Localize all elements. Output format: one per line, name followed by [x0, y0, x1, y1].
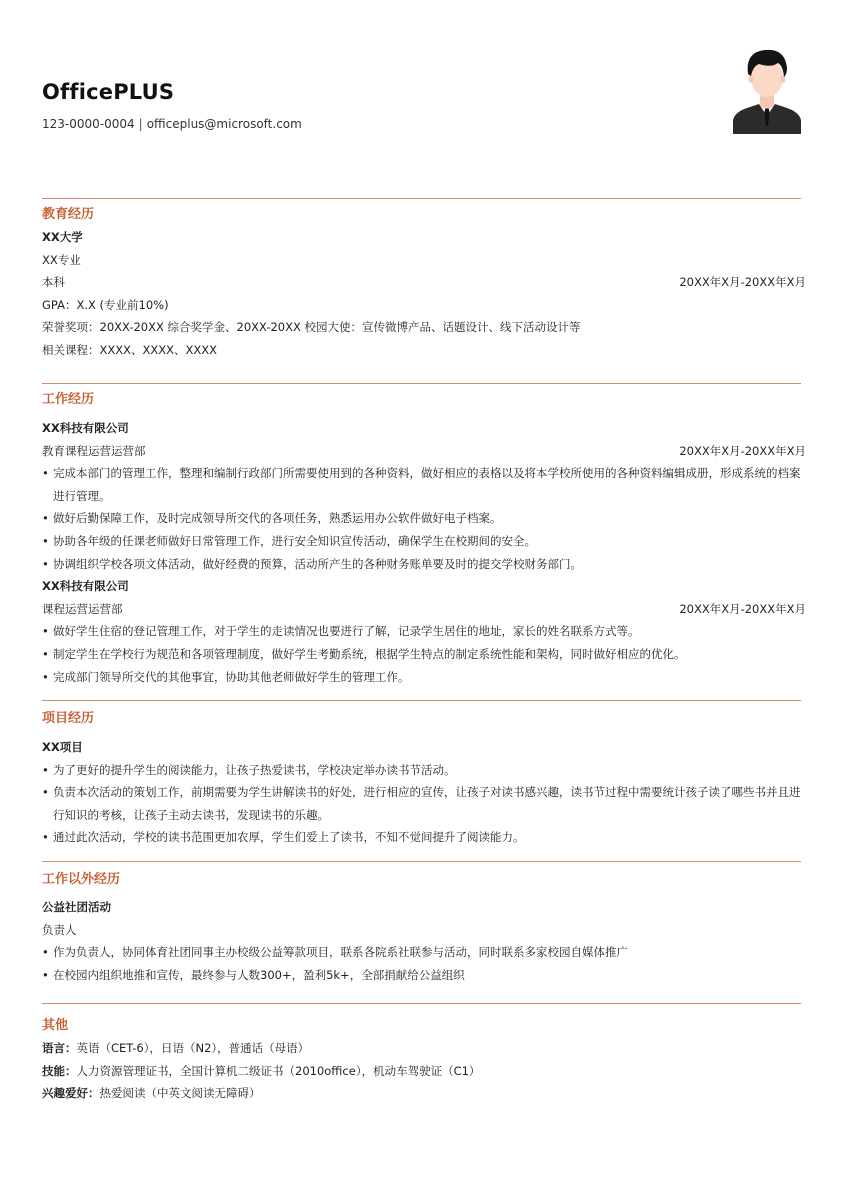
- education-date: 20XX年X月-20XX年X月: [679, 275, 806, 290]
- job-bullet: • 完成部门领导所交代的其他事宜，协助其他老师做好学生的管理工作。: [42, 666, 806, 689]
- contact-separator: |: [138, 117, 143, 131]
- phone-number: 123-0000-0004: [42, 117, 135, 131]
- hobby-value: 热爱阅读（中英文阅读无障碍）: [99, 1086, 261, 1101]
- major: XX专业: [42, 252, 81, 267]
- job-company: XX科技有限公司: [42, 421, 129, 435]
- project-title: 项目经历: [42, 711, 95, 726]
- avatar-icon: [733, 44, 801, 134]
- language-row: [42, 1037, 806, 1060]
- job-bullet: • 做好学生住宿的登记管理工作，对于学生的走读情况也要进行了解，记录学生居住的地址，家长的姓名联系方式等。: [42, 620, 806, 643]
- job-bullet: • 完成本部门的管理工作，整理和编制行政部门所需要使用到的各种资料，做好相应的表格以及将本学校所使用的各种资料编辑成册，形成系统的档案进行管理。: [42, 462, 806, 507]
- education-title: 教育经历: [42, 207, 95, 222]
- job-date: 20XX年X月-20XX年X月: [679, 601, 806, 616]
- job-bullet: • 协助各年级的任课老师做好日常管理工作，进行安全知识宣传活动，确保学生在校期间的安全。: [42, 530, 806, 553]
- work-title: 工作经历: [42, 392, 95, 407]
- project-divider: [42, 700, 801, 701]
- project-bullet: • 为了更好的提升学生的阅读能力，让孩子热爱读书，学校决定举办读书节活动。: [42, 759, 806, 782]
- activity-bullet: • 作为负责人，协同体育社团同事主办校级公益筹款项目，联系各院系社联参与活动，同时联系多家校园自媒体推广: [42, 941, 806, 964]
- activity-bullet: • 在校园内组织地推和宣传，最终参与人数300+，盈利5k+，全部捐献给公益组织: [42, 964, 806, 987]
- job-role: 教育课程运营运营部: [42, 443, 146, 458]
- other-section: [42, 1015, 806, 1105]
- project-bullet: • 通过此次活动，学校的读书范围更加农厚，学生们爱上了读书，不知不觉间提升了阅读能力。: [42, 826, 806, 849]
- job-bullet: • 制定学生在学校行为规范和各项管理制度，做好学生考勤系统，根据学生特点的制定系统性能和架构，同时做好相应的优化。: [42, 643, 806, 666]
- job-date: 20XX年X月-20XX年X月: [679, 443, 806, 458]
- work-section: [42, 389, 806, 688]
- project-section: [42, 708, 806, 849]
- education-section: [42, 204, 806, 362]
- email-address: officeplus@microsoft.com: [146, 117, 302, 131]
- job-bullet: • 做好后勤保障工作，及时完成领导所交代的各项任务，熟悉运用办公软件做好电子档案。: [42, 507, 806, 530]
- degree: 本科: [42, 275, 65, 290]
- other-divider: [42, 1003, 801, 1004]
- project-bullet: • 负责本次活动的策划工作，前期需要为学生讲解读书的好处，进行相应的宣传，让孩子对读书感兴趣，读书节过程中需要统计孩子读了哪些书并且进行知识的考核，让孩子主动去读书，发现读书的乐趣。: [42, 781, 806, 826]
- job-bullet: • 协调组织学校各项文体活动，做好经费的预算，活动所产生的各种财务账单要及时的提交学校财务部门。: [42, 553, 806, 576]
- job-role-row: [42, 440, 806, 463]
- hobby-row: [42, 1082, 806, 1105]
- job-role: 课程运营运营部: [42, 601, 123, 616]
- degree-row: [42, 271, 806, 294]
- honors: 荣誉奖项：20XX-20XX 综合奖学金、20XX-20XX 校园大使：宣传微博产品、话题设计、线下活动设计等: [42, 320, 581, 335]
- activity-name: 公益社团活动: [42, 900, 111, 914]
- candidate-name: OfficePLUS: [42, 80, 175, 104]
- project-name: XX项目: [42, 740, 83, 754]
- education-divider: [42, 198, 801, 199]
- work-divider: [42, 383, 801, 384]
- other-title: 其他: [42, 1018, 69, 1033]
- extra-divider: [42, 861, 801, 862]
- skills-label: 技能：: [42, 1063, 77, 1078]
- skills-value: 人力资源管理证书，全国计算机二级证书（2010office），机动车驾驶证（C1）: [76, 1063, 481, 1078]
- school-name: XX大学: [42, 230, 83, 244]
- contact-line: [42, 117, 302, 131]
- skills-row: [42, 1060, 806, 1083]
- language-value: 英语（CET-6），日语（N2），普通话（母语）: [76, 1041, 310, 1055]
- extra-title: 工作以外经历: [42, 872, 121, 887]
- language-label: 语言：: [42, 1041, 77, 1055]
- activity-role: 负责人: [42, 922, 77, 937]
- job-role-row: [42, 598, 806, 621]
- extra-section: [42, 869, 806, 986]
- job-company: XX科技有限公司: [42, 579, 129, 594]
- hobby-label: 兴趣爱好：: [42, 1086, 100, 1101]
- courses: 相关课程：XXXX、XXXX、XXXX: [42, 342, 218, 357]
- gpa: GPA：X.X (专业前10%): [42, 297, 169, 312]
